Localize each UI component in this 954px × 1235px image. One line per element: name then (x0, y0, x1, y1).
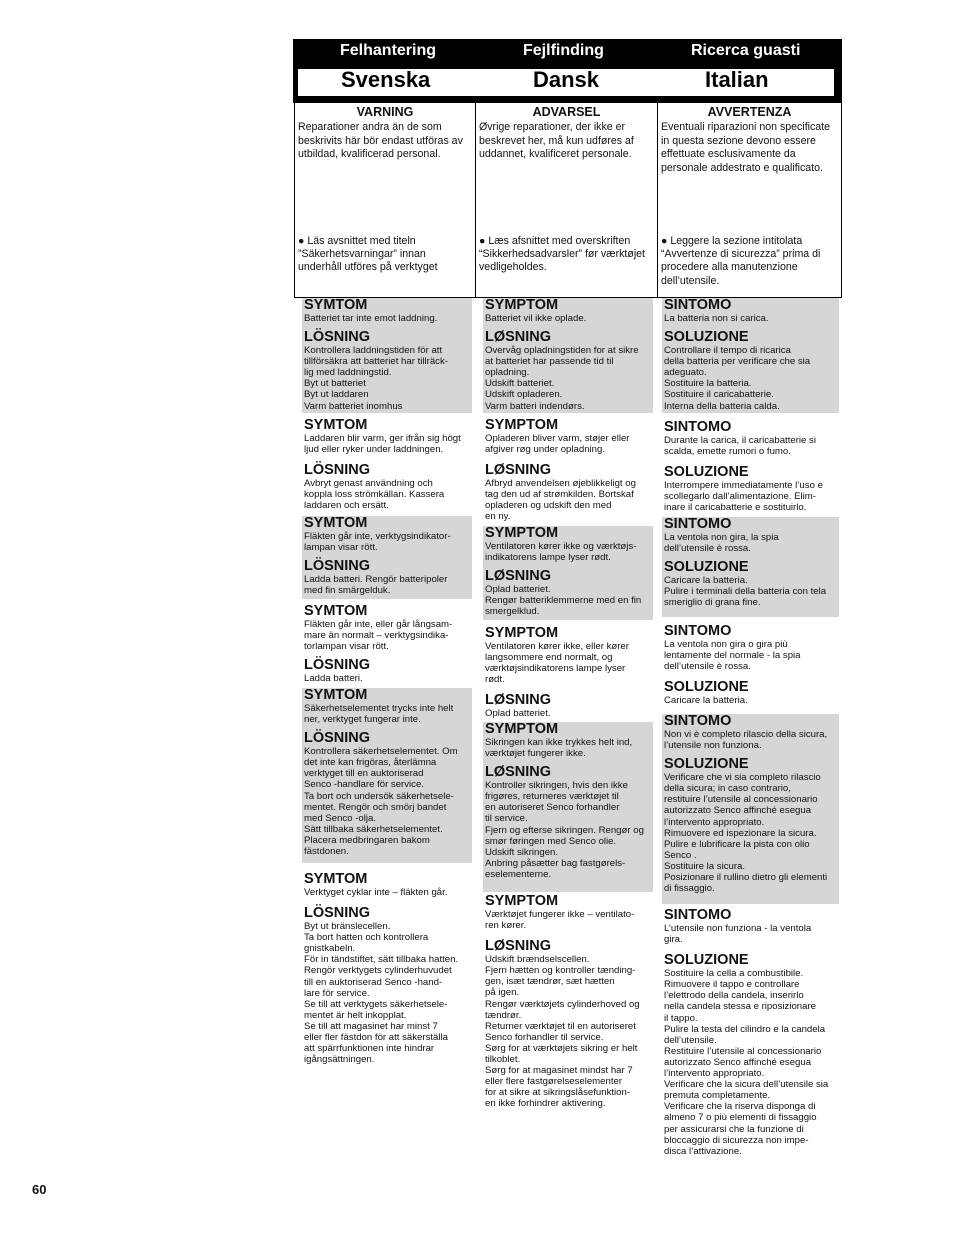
symptom-text: La ventola non gira, la spia dell’utensile è rossa. (664, 532, 779, 555)
warning-text: Øvrige reparationer, der ikke er beskrevet her, må kun udføres af uddannet, kvalificeret personale. (479, 121, 634, 161)
solution-heading: LÖSNING (304, 462, 371, 479)
symptom-heading: SYMPTOM (485, 525, 559, 541)
issue-block (302, 418, 472, 513)
symptom-heading: SYMPTOM (485, 893, 559, 909)
solution-heading: LØSNING (485, 764, 552, 781)
header-bar (293, 39, 842, 103)
solution-text: Kontrollera säkerhetselementet. Om det inte kan frigöras, återlämna verktyget till en auktoriserad Senco -handlare för service. Ta bort och undersök säkerhetsele- mentet. Rengör och smörj bandet med Senco -olja. Sätt tillbaka säkerhetselementet. Placera medbringaren bakom fästdonen. (304, 746, 458, 858)
solution-text: Controllare il tempo di ricarica della batteria per verificare che sia adeguato. Sostituire la batteria. Sostituire il caricabatterie. Interna della batteria calda. (664, 345, 811, 412)
symptom-heading: SYMTOM (304, 297, 368, 313)
symptom-text: La batteria non si carica. (664, 313, 769, 324)
symptom-heading: SYMTOM (304, 515, 368, 531)
solution-heading: LØSNING (485, 938, 552, 955)
warning-bullet: ● Læs afsnittet med overskriften “Sikkerhedsadvarsler” før værktøjet vedligeholdes. (479, 235, 646, 274)
symptom-heading: SYMTOM (304, 603, 368, 619)
solution-heading: SOLUZIONE (664, 756, 749, 773)
symptom-text: Batteriet vil ikke oplade. (485, 313, 587, 324)
symptom-heading: SINTOMO (664, 623, 732, 639)
solution-text: Ladda batteri. (304, 673, 363, 685)
symptom-heading: SYMPTOM (485, 625, 559, 641)
solution-text: Kontrollera laddningstiden för att tillförsäkra att batteriet har tillräck- lig med laddningstid. Byt ut batteriet Byt ut laddaren Varm batteriet inomhus (304, 345, 448, 412)
solution-text: Avbryt genast användning och koppla loss strömkällan. Kassera laddaren och ersätt. (304, 478, 445, 512)
symptom-text: Verktyget cyklar inte – fläkten går. (304, 887, 448, 898)
language-italian: Italian (705, 67, 769, 92)
solution-text: Ladda batteri. Rengör batteripoler med fin smärgelduk. (304, 574, 448, 597)
tab-ricerca-guasti: Ricerca guasti (691, 42, 801, 59)
symptom-heading: SINTOMO (664, 713, 732, 729)
warning-box-svenska (294, 103, 475, 298)
issue-block (662, 624, 839, 708)
language-dansk: Dansk (533, 67, 600, 92)
solution-text: Oplad batteriet. (485, 708, 551, 720)
solution-text: Verificare che vi sia completo rilascio della sicura; in caso contrario, restituire l’utensile al concessionario autorizzato Senco affinché esegua l’intervento appropriato. Rimuovere ed ispezionare la sicura. Pulire e lubrificare la pista con olio Senco . Sostituire la sicura. Posizionare il rullino dietro gli elementi di fissaggio. (664, 772, 828, 895)
symptom-heading: SYMTOM (304, 871, 368, 887)
symptom-text: La ventola non gira o gira più lentamente del normale - la spia dell’utensile è rossa. (664, 639, 801, 673)
symptom-text: Fläkten går inte, verktygsindikator- lampan visar rött. (304, 531, 451, 554)
issue-block (302, 604, 472, 686)
issue-block (662, 714, 839, 904)
solution-heading: LØSNING (485, 462, 552, 479)
solution-heading: LÖSNING (304, 558, 371, 575)
symptom-heading: SINTOMO (664, 516, 732, 532)
warning-text: Eventuali riparazioni non specificate in questa sezione devono essere effettuate esclusivamente da personale addestrato e qualificato. (661, 121, 831, 174)
issue-block (483, 626, 653, 721)
symptom-text: Fläkten går inte, eller går långsam- mare än normalt – verktygsindika- torlampan visar rött. (304, 619, 453, 653)
solution-heading: LÖSNING (304, 329, 371, 346)
symptom-text: Ventilatoren kører ikke, eller kører langsommere end normalt, og værktøjsindikatorens lampe lyser rødt. (485, 641, 629, 686)
solution-heading: LÖSNING (304, 905, 371, 922)
tab-fejlfinding: Fejlfinding (523, 42, 604, 59)
solution-heading: SOLUZIONE (664, 559, 749, 576)
symptom-text: Værktøjet fungerer ikke – ventilato- ren kører. (485, 909, 635, 932)
symptom-text: L’utensile non funziona - la ventola gira. (664, 923, 812, 946)
solution-heading: LÖSNING (304, 657, 371, 674)
issue-block (662, 298, 839, 413)
solution-heading: LØSNING (485, 568, 552, 585)
issue-block (302, 516, 472, 599)
solution-text: Caricare la batteria. (664, 695, 748, 707)
solution-heading: SOLUZIONE (664, 329, 749, 346)
solution-heading: LØSNING (485, 329, 552, 346)
warning-title: ADVARSEL (532, 105, 601, 119)
symptom-heading: SINTOMO (664, 907, 732, 923)
symptom-text: Durante la carica, il caricabatterie si scalda, emette rumori o fumo. (664, 435, 816, 458)
solution-text: Interrompere immediatamente l’uso e scollegarlo dall’alimentazione. Elim- inare il caricabatterie e sostituirlo. (664, 480, 823, 514)
warning-bullet: ● Leggere la sezione intitolata “Avvertenze di sicurezza” prima di procedere alla manutenzione dell’utensile. (661, 235, 821, 287)
symptom-heading: SYMPTOM (485, 297, 559, 313)
issue-block (483, 298, 653, 413)
solution-text: Udskift brændselscellen. Fjern hætten og kontroller tænding- gen, isæt tændrør, sæt hætten på igen. Rengør værktøjets cylinderhoved og tændrør. Returner værktøjet til en autoriseret Senco forhandler til service. Sørg for at værktøjets sikring er helt tilkoblet. Sørg for at magasinet mindst har 7 eller flere fastgørelseselementer for at sikre at sikringslåsefunktion- en ikke forhindrer aktivering. (485, 954, 640, 1110)
issue-block (302, 298, 472, 413)
symptom-heading: SYMTOM (304, 417, 368, 433)
warning-bullet: ● Läs avsnittet med titeln ”Säkerhetsvarningar” innan underhåll utföres på verktyget (298, 235, 438, 274)
symptom-heading: SINTOMO (664, 419, 732, 435)
solution-text: Afbryd anvendelsen øjeblikkeligt og tag den ud af strømkilden. Bortskaf opladeren og udskift den med en ny. (485, 478, 636, 523)
solution-heading: LØSNING (485, 692, 552, 709)
symptom-heading: SYMTOM (304, 687, 368, 703)
language-svenska: Svenska (341, 67, 431, 92)
issue-block (483, 894, 653, 1112)
solution-heading: SOLUZIONE (664, 679, 749, 696)
issue-block (662, 420, 839, 515)
solution-text: Caricare la batteria. Pulire i terminali della batteria con tela smeriglio di grana fine. (664, 575, 827, 609)
symptom-text: Non vi è completo rilascio della sicura, l’utensile non funziona. (664, 729, 828, 752)
solution-text: Sostituire la cella a combustibile. Rimuovere il tappo e controllare l’elettrodo della candela, inserirlo nella candela stessa e riposizionare il tappo. Pulire la testa del cilindro e la candela dell’utensile. Restituire l’utensile al concessionario autorizzato Senco affinché esegua l’intervento appropriato. Verificare che la sicura dell’utensile sia premuta completamente. Verificare che la riserva disponga di almeno 7 o più elementi di fissaggio per assicurarsi che la funzione di bloccaggio di sicurezza non impe- disca l’attivazione. (664, 968, 829, 1157)
issue-block (483, 722, 653, 892)
issue-block (302, 688, 472, 863)
symptom-text: Opladeren bliver varm, støjer eller afgiver røg under opladning. (485, 433, 630, 456)
symptom-text: Batteriet tar inte emot laddning. (304, 313, 438, 324)
issue-block (662, 517, 839, 617)
symptom-text: Ventilatoren kører ikke og værktøjs- indikatorens lampe lyser rødt. (485, 541, 637, 564)
solution-text: Overvåg opladningstiden for at sikre at batteriet har passende tid til opladning. Udskift batteriet. Udskift opladeren. Varm batteri indendørs. (485, 345, 639, 412)
symptom-text: Sikringen kan ikke trykkes helt ind, værktøjet fungerer ikke. (485, 737, 633, 760)
symptom-text: Laddaren blir varm, ger ifrån sig högt ljud eller ryker under laddningen. (304, 433, 461, 456)
solution-heading: SOLUZIONE (664, 952, 749, 969)
issue-block (302, 872, 472, 1067)
page-number: 60 (32, 1182, 47, 1197)
tab-felhantering: Felhantering (340, 42, 437, 59)
symptom-heading: SYMPTOM (485, 721, 559, 737)
symptom-heading: SYMPTOM (485, 417, 559, 433)
solution-text: Byt ut bränslecellen. Ta bort hatten och kontrollera gnistkabeln. För in tändstiftet, sätt tillbaka hatten. Rengör verktygets cylinderhuvudet till en auktoriserad Senco -hand- lare för service. Se till att verktygets säkerhetsele- mentet är helt inkopplat. Se till att magasinet har minst 7 eller fler fästdon för att säkerställa att spärrfunktionen inte hindrar igångsättningen. (304, 921, 459, 1066)
solution-heading: LÖSNING (304, 730, 371, 747)
issue-block (483, 526, 653, 620)
symptom-heading: SINTOMO (664, 297, 732, 313)
symptom-text: Säkerhetselementet trycks inte helt ner, verktyget fungerar inte. (304, 703, 454, 726)
warning-title: VARNING (356, 105, 414, 119)
warning-text: Reparationer andra än de som beskrivits här bör endast utföras av utbildad, kvalificerad personal. (298, 121, 463, 161)
solution-text: Kontroller sikringen, hvis den ikke frigøres, returneres værktøjet til en autoriseret Senco forhandler til service. Fjern og efterse sikringen. Rengør og smør føringen med Senco olie. Udskift sikringen. Anbring påsætter bag fastgørels- eselementerne. (485, 780, 644, 880)
warning-title: AVVERTENZA (707, 105, 792, 119)
solution-heading: SOLUZIONE (664, 464, 749, 481)
warning-box-italian (657, 103, 842, 298)
issue-block (483, 418, 653, 525)
issue-block (662, 908, 839, 1159)
solution-text: Oplad batteriet. Rengør batteriklemmerne med en fin smergelklud. (485, 584, 642, 618)
warning-box-dansk (475, 103, 657, 298)
